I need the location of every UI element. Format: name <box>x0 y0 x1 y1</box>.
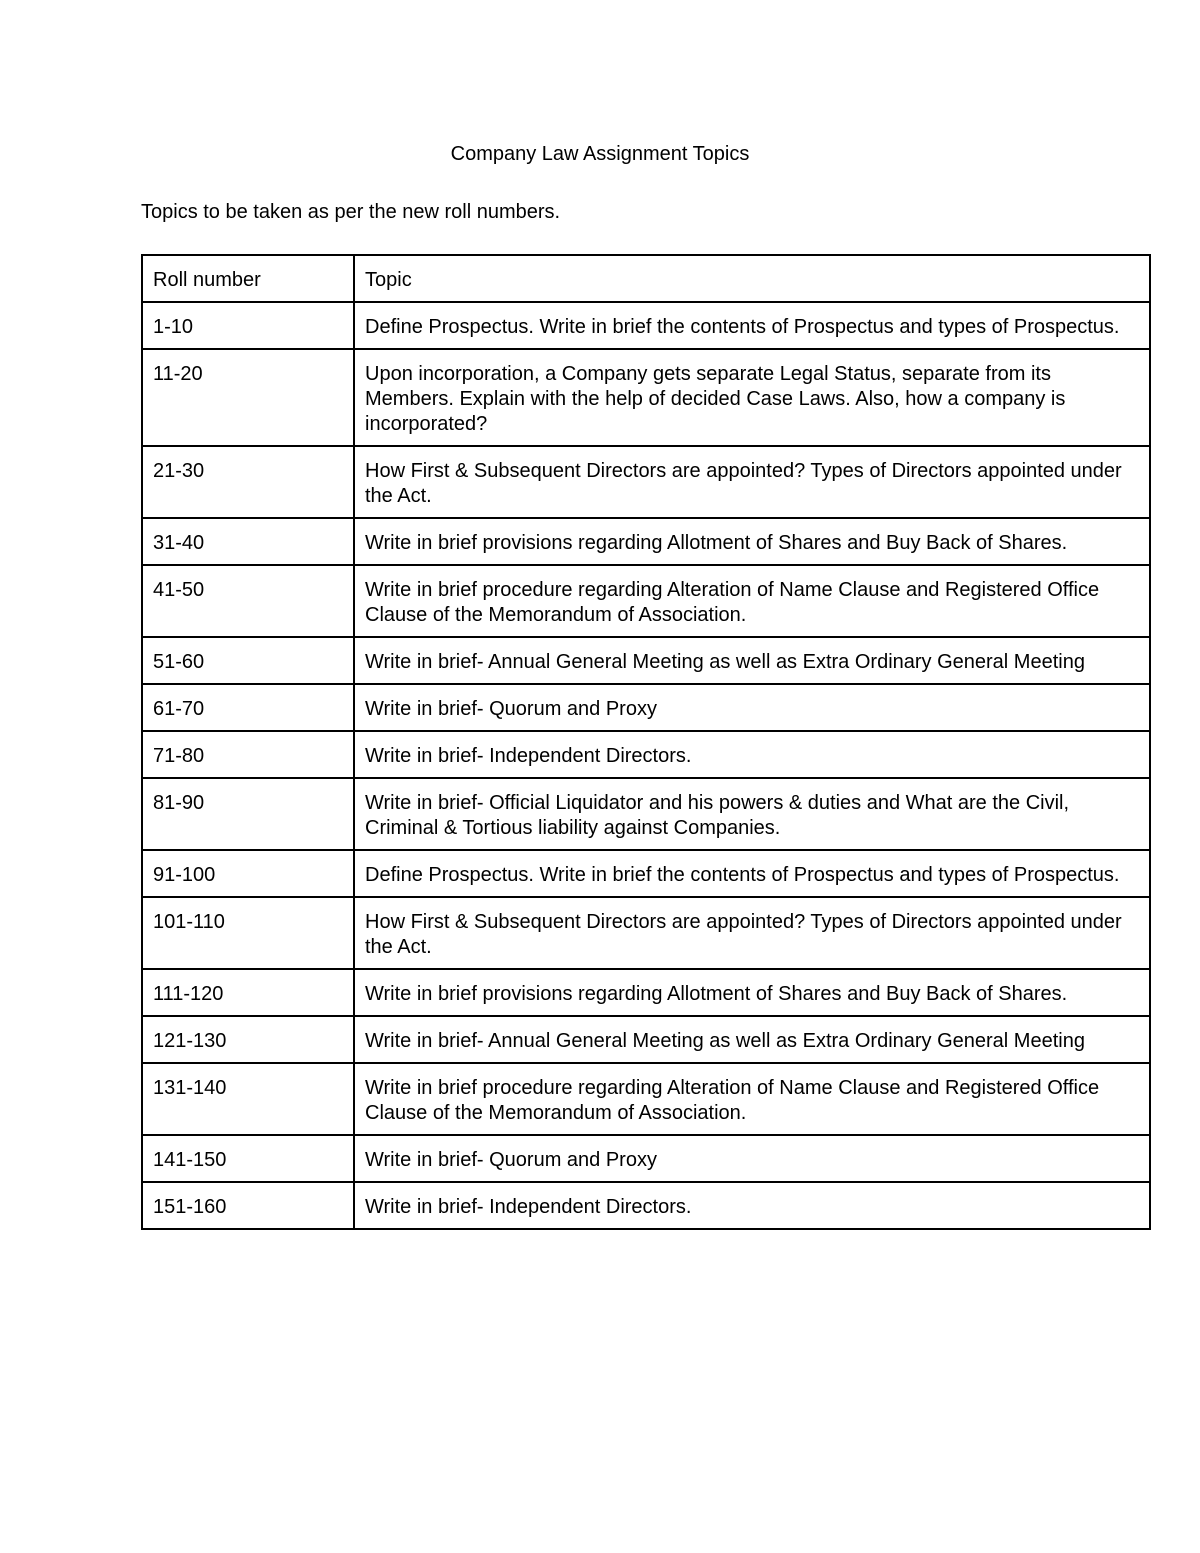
roll-cell: 151-160 <box>142 1182 354 1229</box>
topic-cell: Write in brief- Annual General Meeting as well as Extra Ordinary General Meeting <box>354 1016 1150 1063</box>
topic-cell: Write in brief procedure regarding Alteration of Name Clause and Registered Office Clause of the Memorandum of Association. <box>354 1063 1150 1135</box>
table-row <box>142 1135 1150 1182</box>
table-row <box>142 518 1150 565</box>
table-row <box>142 349 1150 446</box>
topic-cell: How First & Subsequent Directors are appointed? Types of Directors appointed under the Act. <box>354 446 1150 518</box>
topic-cell: Write in brief provisions regarding Allotment of Shares and Buy Back of Shares. <box>354 969 1150 1016</box>
topics-table <box>141 254 1151 1230</box>
topic-cell: Write in brief- Quorum and Proxy <box>354 1135 1150 1182</box>
roll-cell: 11-20 <box>142 349 354 446</box>
roll-cell: 141-150 <box>142 1135 354 1182</box>
page-title: Company Law Assignment Topics <box>450 143 750 165</box>
table-row <box>142 637 1150 684</box>
table-header-row <box>142 255 1150 302</box>
topic-cell: Upon incorporation, a Company gets separate Legal Status, separate from its Members. Explain with the help of decided Case Laws. Also, how a company is incorporated? <box>354 349 1150 446</box>
topic-cell: Define Prospectus. Write in brief the contents of Prospectus and types of Prospectus. <box>354 850 1150 897</box>
topic-cell: Write in brief- Independent Directors. <box>354 1182 1150 1229</box>
table-row <box>142 302 1150 349</box>
roll-cell: 101-110 <box>142 897 354 969</box>
intro-text: Topics to be taken as per the new roll numbers. <box>141 201 561 223</box>
roll-cell: 91-100 <box>142 850 354 897</box>
topic-cell: Define Prospectus. Write in brief the contents of Prospectus and types of Prospectus. <box>354 302 1150 349</box>
roll-cell: 41-50 <box>142 565 354 637</box>
roll-cell: 31-40 <box>142 518 354 565</box>
table-row <box>142 731 1150 778</box>
table-row <box>142 850 1150 897</box>
table-row <box>142 778 1150 850</box>
roll-cell: 61-70 <box>142 684 354 731</box>
table-row <box>142 446 1150 518</box>
roll-cell: 21-30 <box>142 446 354 518</box>
topic-cell: Write in brief procedure regarding Alteration of Name Clause and Registered Office Clause of the Memorandum of Association. <box>354 565 1150 637</box>
header-roll-number: Roll number <box>142 255 354 302</box>
table-row <box>142 969 1150 1016</box>
roll-cell: 131-140 <box>142 1063 354 1135</box>
roll-cell: 1-10 <box>142 302 354 349</box>
topic-cell: Write in brief- Official Liquidator and his powers & duties and What are the Civil, Criminal & Tortious liability against Companies. <box>354 778 1150 850</box>
table-row <box>142 1016 1150 1063</box>
roll-cell: 111-120 <box>142 969 354 1016</box>
roll-cell: 71-80 <box>142 731 354 778</box>
roll-cell: 51-60 <box>142 637 354 684</box>
topic-cell: Write in brief provisions regarding Allotment of Shares and Buy Back of Shares. <box>354 518 1150 565</box>
roll-cell: 81-90 <box>142 778 354 850</box>
topic-cell: Write in brief- Independent Directors. <box>354 731 1150 778</box>
topic-cell: How First & Subsequent Directors are appointed? Types of Directors appointed under the Act. <box>354 897 1150 969</box>
table-row <box>142 1182 1150 1229</box>
table-row <box>142 684 1150 731</box>
topic-cell: Write in brief- Quorum and Proxy <box>354 684 1150 731</box>
table-row <box>142 897 1150 969</box>
topic-cell: Write in brief- Annual General Meeting as well as Extra Ordinary General Meeting <box>354 637 1150 684</box>
roll-cell: 121-130 <box>142 1016 354 1063</box>
table-row <box>142 1063 1150 1135</box>
header-topic: Topic <box>354 255 1150 302</box>
table-row <box>142 565 1150 637</box>
